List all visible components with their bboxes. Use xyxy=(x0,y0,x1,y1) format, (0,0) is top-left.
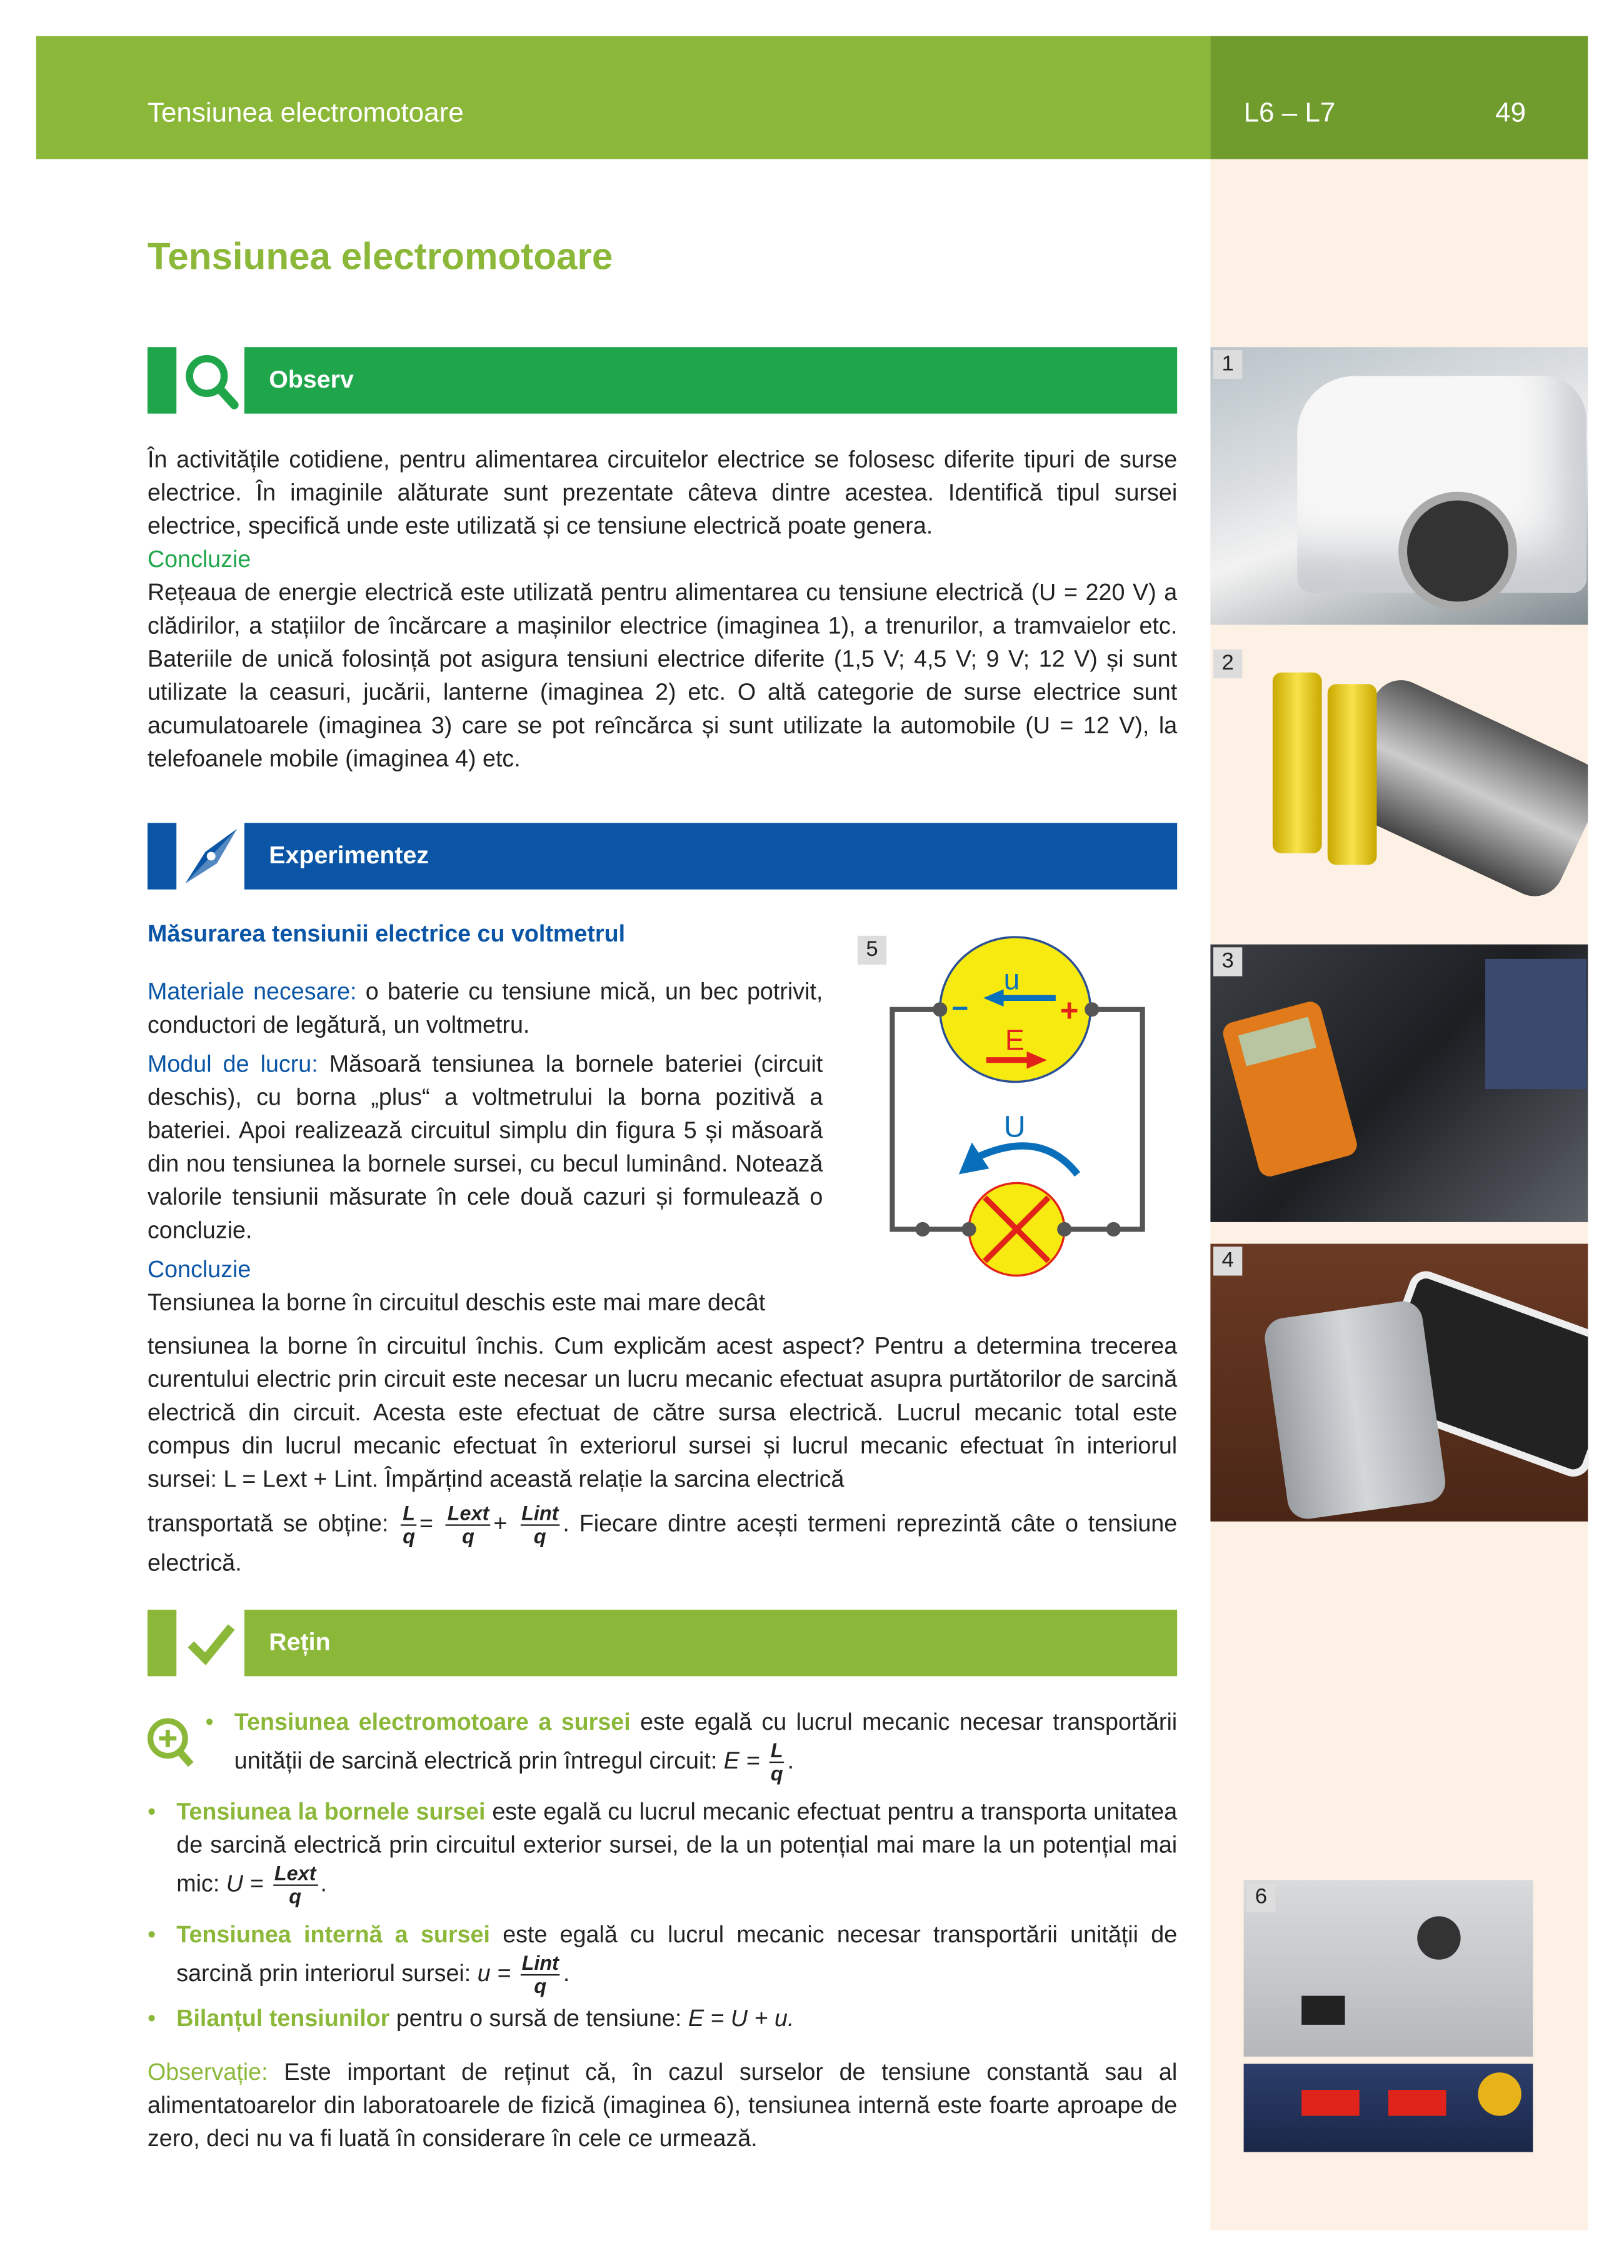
concluzie2-text1: Tensiunea la borne în circuitul deschis este mai mare decât xyxy=(147,1290,766,1317)
photo-lab-power-supply-2 xyxy=(1244,2064,1533,2152)
voltage-arrow xyxy=(978,1146,1078,1175)
photo-powerbank-phone xyxy=(1210,1244,1588,1522)
experiment-subtitle: Măsurarea tensiunii electrice cu voltmetrul xyxy=(147,921,626,948)
label-E: E xyxy=(1005,1023,1025,1056)
label-U: U xyxy=(1003,1110,1026,1144)
plus-sign: + xyxy=(1060,992,1079,1028)
header-lessons: L6 – L7 xyxy=(1243,98,1336,129)
observ-banner: Observ xyxy=(244,347,1177,413)
observ-paragraph: În activitățile cotidiene, pentru alimentarea circuitelor electrice se folosesc diferite tipuri de surse electrice. În imaginile alăturate sunt prezentate câteva dintre acestea. Identifică tipul sursei electrice, specifică unde este utilizată și ce tensiune electrică poate genera. xyxy=(147,446,1178,539)
experiment-conclusion: tensiunea la borne în circuitul închis. Cum explicăm acest aspect? Pentru a determina trecerea curentului electric prin circuit este necesar un lucru mecanic efectuat asupra purtătorilor de sarcină electrică din circuit. Acesta este efectuat de către sursa electrică. Lucrul mecanic total este compus din lucrul mecanic efectuat în exteriorul sursei și lucrul mecanic efectuat în interiorul sursei: L = Lext + Lint. Împărțind această relație la sarcina electrică transportată se obține: $\frac{L}{q}$ = $\frac{\text{Lext}}{q}$ + $\frac{\text{Lint}}{q}$ . Fiecare dintre acești termeni reprezintă câte o tensiune electrică. xyxy=(148,1330,1177,1580)
concluzie2-text3: transportată se obține: xyxy=(147,1511,389,1537)
experiment-text xyxy=(148,976,823,1321)
photo-batteries-flashlight xyxy=(1258,658,1588,900)
image-number: 6 xyxy=(1246,1883,1275,1912)
observatie-label: Observație: xyxy=(147,2059,268,2086)
concluzie2-label: Concluzie xyxy=(147,1257,251,1283)
observ-text xyxy=(148,444,1177,776)
retin-item: • Tensiunea electromotoare a sursei este egală cu lucrul mecanic necesar transportării unității de sarcină electrică prin întregul circuit: E = $\frac{L}{q}$ . xyxy=(206,1707,1178,1785)
materiale-text: o baterie cu tensiune mică, un bec potrivit, conductori de legătură, un voltmetru. xyxy=(147,979,823,1039)
fraction-L-q: $\frac{L}{q}$ xyxy=(401,1503,416,1548)
retin-item: • Bilanțul tensiunilor pentru o sursă de tensiune: E = U + u. xyxy=(148,2003,1177,2036)
fraction-Lext-q: $\frac{\text{Lext}}{q}$ xyxy=(446,1503,490,1548)
concluzie-text: Rețeaua de energie electrică este utilizată pentru alimentarea cu tensiune electrică (U = 220 V) a clădirilor, a stațiilor de încărcare a mașinilor electrice (imaginea 1), a trenurilor, a tramvaielor etc. Bateriile de unică folosință pot asigura tensiuni electrice diferite (1,5 V; 4,5 V; 9 V; 12 V) și sunt utilizate la ceasuri, jucării, lanterne (imaginea 2) etc. O altă categorie de surse electrice sunt acumulatoarele (imaginea 3) care se pot reîncărca și sunt utilizate la automobile (U = 12 V), la telefoanele mobile (imaginea 4) etc. xyxy=(147,580,1178,773)
image-number: 2 xyxy=(1213,650,1242,678)
photo-lab-power-supply-1 xyxy=(1244,1880,1533,2057)
compass-icon xyxy=(179,823,243,889)
retin-marker xyxy=(148,1610,176,1676)
retin-item: • Tensiunea internă a sursei este egală cu lucrul mecanic necesar transportării unității de sarcină prin interiorul sursei: u = $\frac{\text{Lint}}{q}$ . xyxy=(148,1919,1177,1997)
experimentez-banner: Experimentez xyxy=(244,823,1177,889)
page-title: Tensiunea electromotoare xyxy=(147,234,613,278)
observatie-text: Este important de reținut că, în cazul surselor de tensiune constantă sau al alimentatoarelor din laboratoarele de fizică (imaginea 6), tensiunea internă este foarte aproape de zero, deci nu va fi luată în considerare în cele ce urmează. xyxy=(147,2059,1178,2152)
image-number: 1 xyxy=(1213,350,1242,379)
experimentez-marker xyxy=(148,823,176,889)
retin-item: • Tensiunea la bornele sursei este egală cu lucrul mecanic efectuat pentru a transporta unitatea de sarcină electrică prin circuitul exterior sursei, de la un potențial mai mare la un potențial mai mic: U = $\frac{\text{Lext}}{q}$ . xyxy=(148,1796,1177,1907)
minus-sign: − xyxy=(951,991,969,1025)
observ-marker xyxy=(148,347,176,413)
concluzie2-text4: . Fiecare dintre acești termeni reprezintă câte o tensiune electrică. xyxy=(147,1511,1178,1577)
header-title: Tensiunea electromotoare xyxy=(147,98,464,129)
photo-multimeter-car-battery xyxy=(1210,945,1588,1222)
header-bar xyxy=(36,36,1211,159)
materiale-label: Materiale necesare: xyxy=(147,979,357,1005)
page-number: 49 xyxy=(1495,98,1526,129)
image-number: 4 xyxy=(1213,1247,1242,1275)
mod-label: Modul de lucru: xyxy=(147,1051,318,1078)
retin-list xyxy=(148,1707,1177,2156)
magnifier-icon xyxy=(179,347,243,413)
mod-text: Măsoară tensiunea la bornele bateriei (circuit deschis), cu borna „plus“ a voltmetrului la borna pozitivă a bateriei. Apoi realizează circuitul simplu din figura 5 și măsoară din nou tensiunea la bornele sursei, cu becul luminând. Notează valorile tensiunii măsurate în cele două cazuri și formulează o concluzie. xyxy=(147,1051,823,1244)
fraction-Lint-q: $\frac{\text{Lint}}{q}$ xyxy=(520,1503,560,1548)
label-u: u xyxy=(1003,963,1020,996)
image-number: 3 xyxy=(1213,947,1242,976)
photo-ev-charging xyxy=(1210,347,1588,625)
circuit-diagram xyxy=(868,926,1171,1287)
retin-banner: Rețin xyxy=(244,1610,1177,1676)
figure-number: 5 xyxy=(858,936,886,965)
checkmark-icon xyxy=(179,1610,243,1676)
header-bar-right xyxy=(1210,36,1588,159)
concluzie2-text2: tensiunea la borne în circuitul închis. Cum explicăm acest aspect? Pentru a determina trecerea curentului electric prin circuit este necesar un lucru mecanic efectuat asupra purtătorilor de sarcină electrică din circuit. Acesta este efectuat de către sursa electrică. Lucrul mecanic total este compus din lucrul mecanic efectuat în exteriorul sursei și lucrul mecanic efectuat în interiorul sursei: L = Lext + Lint. Împărțind această relație la sarcina electrică xyxy=(147,1333,1178,1493)
concluzie-label: Concluzie xyxy=(147,546,251,573)
